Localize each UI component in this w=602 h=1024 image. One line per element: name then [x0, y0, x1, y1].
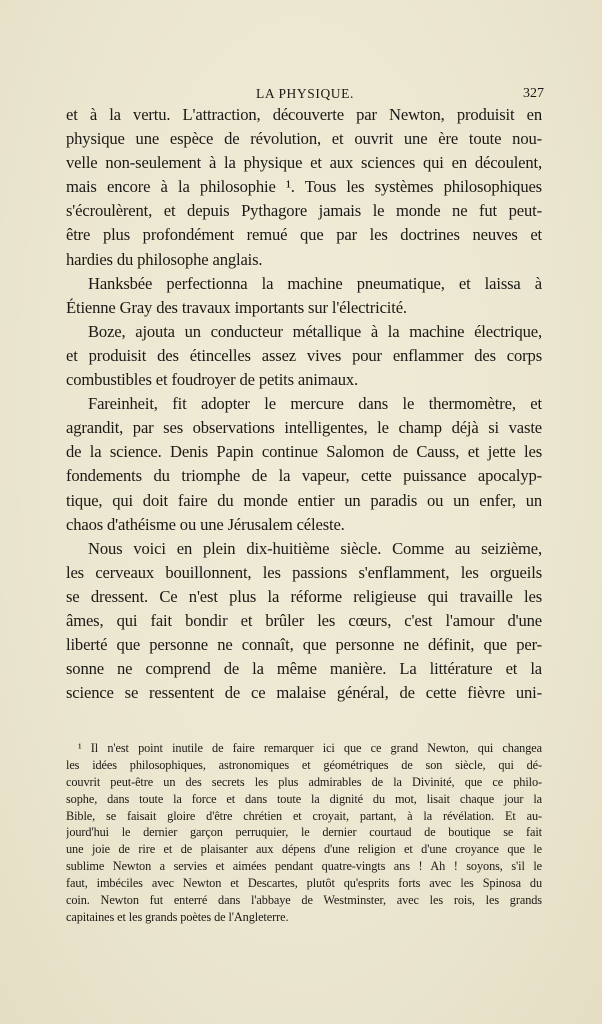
- body-line: sonne ne comprend de la même manière. La littérature et la: [66, 659, 542, 679]
- body-line: velle non-seulement à la physique et aux sciences qui en découlent,: [66, 153, 542, 173]
- body-line: tique, qui doit faire du monde entier un paradis ou un enfer, un: [66, 490, 542, 510]
- footnote-line: Bible, se faisait gloire d'être chrétien et croyait, partant, à la révélation. Et au-: [66, 808, 542, 823]
- body-line: Boze, ajouta un conducteur métallique à la machine électrique,: [88, 321, 542, 341]
- body-line: les cerveaux bouillonnent, les passions s'enflamment, les orgueils: [66, 562, 542, 582]
- footnote-line: jourd'hui le dernier garçon perruquier, le dernier courtaud de boutique se fait: [66, 825, 542, 840]
- body-line: de la science. Denis Papin continue Salomon de Causs, et jette les: [66, 442, 542, 462]
- body-text: [66, 103, 542, 705]
- footnote-line: faut, imbéciles avec Newton et Descartes, plutôt qu'esprits forts avec les Spinosa du: [66, 876, 542, 891]
- body-line: combustibles et foudroyer de petits animaux.: [66, 370, 359, 390]
- body-line: chaos d'athéisme ou une Jérusalem céleste.: [66, 514, 345, 534]
- running-head: LA PHYSIQUE.: [256, 86, 354, 101]
- body-line: être plus profondément remué que par les doctrines neuves et: [66, 225, 542, 245]
- body-line: science se ressentent de ce malaise général, de cette fièvre uni-: [66, 683, 542, 703]
- footnote-line: capitaines et les grands poètes de l'Angleterre.: [66, 909, 289, 924]
- footnote-line: coin. Newton fut enterré dans l'abbaye de Westminster, avec les rois, les grands: [66, 893, 542, 908]
- body-line: se dressent. Ce n'est plus la réforme religieuse qui travaille les: [66, 586, 542, 606]
- footnote-line: les idées philosophiques, astronomiques et géométriques de son siècle, qui dé-: [66, 757, 542, 772]
- footnote-line: sublime Newton a servies et aimées pendant quatre-vingts ans ! Ah ! soyons, s'il le: [66, 859, 542, 874]
- body-line: agrandit, par ses observations intelligentes, le champ déjà si vaste: [66, 418, 542, 438]
- body-line: physique une espèce de révolution, et ouvrit une ère toute nou-: [66, 129, 542, 149]
- footnote-line: ¹ Il n'est point inutile de faire remarquer ici que ce grand Newton, qui changea: [78, 741, 542, 755]
- body-line: fondements du triomphe de la vapeur, cette puissance apocalyp-: [66, 466, 542, 486]
- body-line: mais encore à la philosophie ¹. Tous les systèmes philosophiques: [66, 177, 542, 197]
- footnote-line: couvrit peut-être un des secrets les plus admirables de la Divinité, que ce philo-: [66, 774, 542, 789]
- body-line: s'écroulèrent, et depuis Pythagore jamais le monde ne fut peut-: [66, 201, 542, 221]
- body-line: liberté que personne ne connaît, que personne ne définit, que per-: [66, 635, 542, 655]
- body-line: Étienne Gray des travaux importants sur l'électricité.: [66, 297, 407, 317]
- body-line: Fareinheit, fit adopter le mercure dans le thermomètre, et: [88, 394, 542, 414]
- body-line: Hanksbée perfectionna la machine pneumatique, et laissa à: [88, 273, 542, 293]
- page-number: 327: [523, 86, 544, 101]
- footnote-line: sophe, dans toute la force et dans toute la dignité du mot, lisait chaque jour la: [66, 791, 542, 806]
- body-line: Nous voici en plein dix-huitième siècle. Comme au seizième,: [88, 538, 542, 558]
- body-line: et à la vertu. L'attraction, découverte par Newton, produisit en: [66, 105, 542, 124]
- body-line: hardies du philosophe anglais.: [66, 249, 263, 269]
- footnote: [66, 740, 542, 926]
- footnote-line: une joie de rire et de plaisanter aux dépens d'une religion et d'une croyance que le: [66, 842, 542, 857]
- body-line: et produisit des étincelles assez vives pour enflammer des corps: [66, 345, 542, 365]
- page-header: [66, 86, 544, 104]
- body-line: âmes, qui fait bondir et brûler les cœurs, c'est l'amour d'une: [66, 610, 542, 630]
